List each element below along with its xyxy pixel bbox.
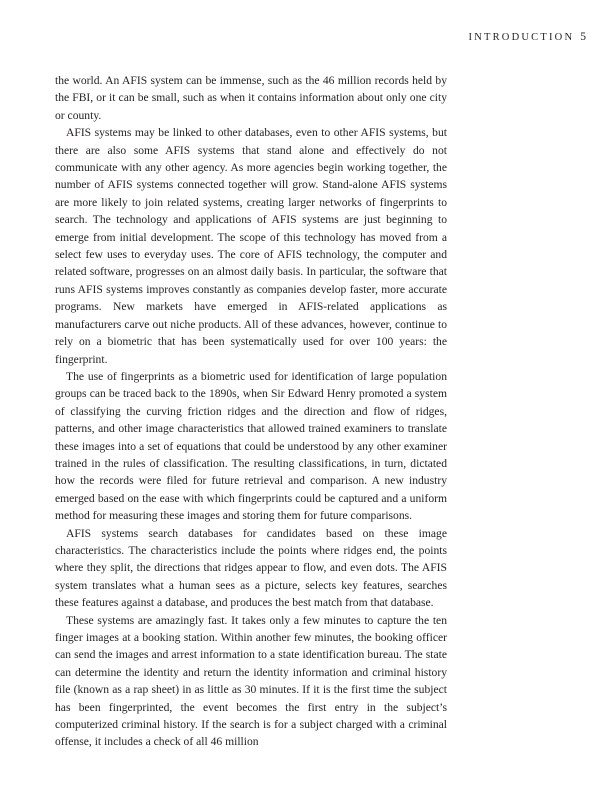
paragraph: AFIS systems may be linked to other databases, even to other AFIS systems, but there are also some AFIS systems that stand alone and effectively do not communicate with any other agency. As more agencies begin working together, the number of AFIS systems connected together will grow. Stand-alone AFIS systems are more likely to join related systems, creating larger networks of fingerprints to search. The technology and applications of AFIS systems are just beginning to emerge from initial development. The scope of this technology has moved from a select few uses to everyday uses. The core of AFIS technology, the computer and related software, progresses on an almost daily basis. In particular, the software that runs AFIS systems improves constantly as companies develop faster, more accurate programs. New markets have emerged in AFIS-related applications as manufacturers carve out niche products. All of these advances, however, continue to rely on a biometric that has been systematically used for over 100 years: the fingerprint.: [55, 126, 447, 366]
body-text: [55, 72, 447, 751]
paragraph: AFIS systems search databases for candidates based on these image characteristics. The characteristics include the points where ridges end, the points where they split, the directions that ridges appear to flow, and even dots. The AFIS system translates what a human sees as a picture, selects key features, searches these features against a database, and produces the best match from that database.: [55, 526, 447, 610]
paragraph: The use of fingerprints as a biometric used for identification of large population groups can be traced back to the 1890s, when Sir Edward Henry promoted a system of classifying the curving friction ridges and the direction and flow of ridges, patterns, and other image characteristics that allowed trained examiners to translate these images into a set of equations that could be understood by any other examiner trained in the rules of classification. The resulting classifications, in turn, dictated how the records were filed for future retrieval and comparison. A new industry emerged based on the ease with which fingerprints could be captured and a uniform method for measuring these images and storing them for future comparisons.: [55, 369, 447, 523]
page-number: 5: [580, 31, 586, 43]
paragraph: These systems are amazingly fast. It takes only a few minutes to capture the ten finger images at a booking station. Within another few minutes, the booking officer can send the images and arrest information to a state identification bureau. The state can determine the identity and return the identity information and criminal history file (known as a rap sheet) in as little as 30 minutes. If it is the first time the subject has been fingerprinted, the event becomes the first entry in the subject’s computerized criminal history. If the search is for a subject charged with a criminal offense, it includes a check of all 46 million: [55, 613, 447, 749]
running-head: [469, 31, 586, 43]
paragraph: the world. An AFIS system can be immense, such as the 46 million records held by the FBI, or it can be small, such as when it contains information about only one city or county.: [55, 74, 447, 122]
section-title: INTRODUCTION: [468, 32, 575, 43]
